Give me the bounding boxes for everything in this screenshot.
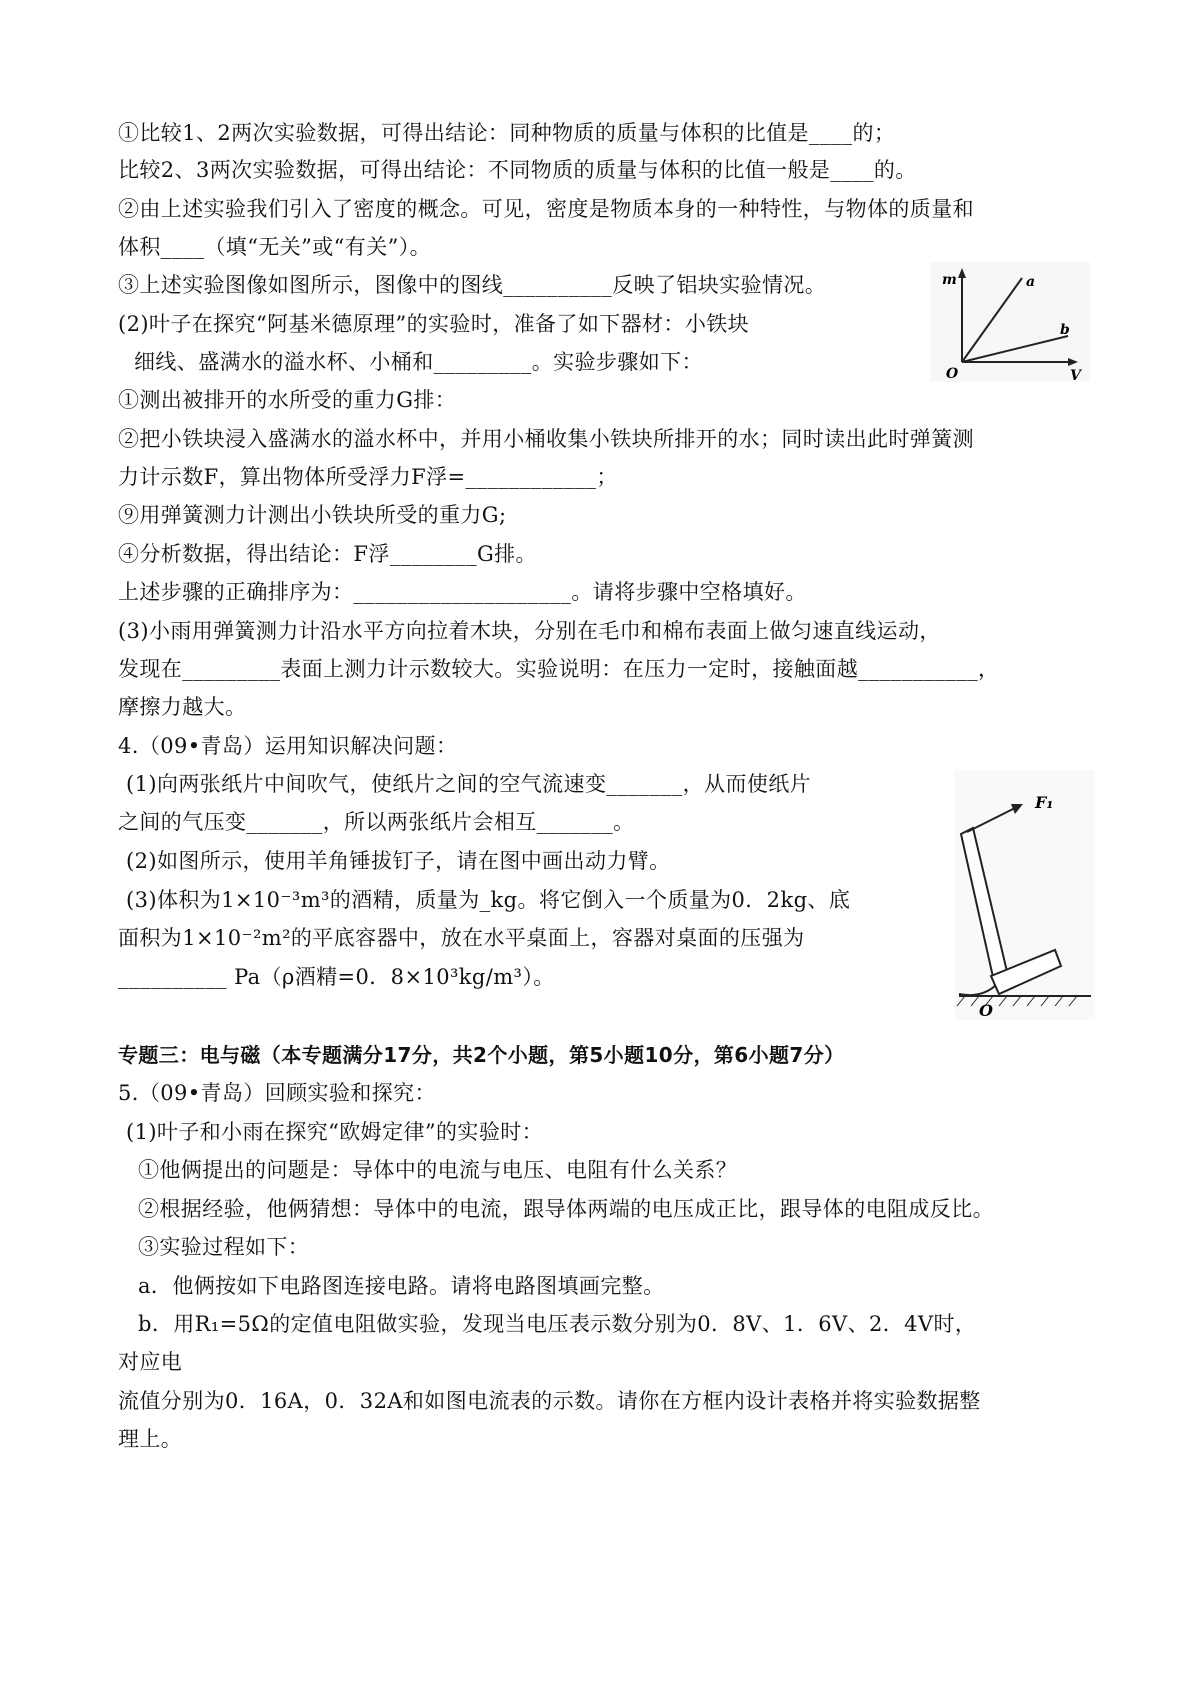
- text-line: 上述步骤的正确排序为：____________________。请将步骤中空格填好。: [118, 580, 807, 604]
- text-line: 比较2、3两次实验数据，可得出结论：不同物质的质量与体积的比值一般是____的。: [118, 158, 917, 182]
- text-line: (3)小雨用弹簧测力计沿水平方向拉着木块，分别在毛巾和棉布表面上做匀速直线运动，: [118, 619, 941, 643]
- text-line: ①测出被排开的水所受的重力G排：: [118, 388, 457, 412]
- text-line: (2)叶子在探究“阿基米德原理”的实验时，准备了如下器材：小铁块: [118, 312, 750, 336]
- text-line: 之间的气压变_______，所以两张纸片会相互_______。: [118, 810, 635, 834]
- text-line: ②根据经验，他俩猜想：导体中的电流，跟导体两端的电压成正比，跟导体的电阻成反比。: [138, 1197, 994, 1221]
- text-line: (3)体积为1×10⁻³m³的酒精，质量为_kg。将它倒入一个质量为0．2kg、底: [126, 888, 851, 912]
- text-line: 理上。: [118, 1427, 183, 1451]
- text-line: ⑨用弹簧测力计测出小铁块所受的重力G;: [118, 503, 507, 527]
- text-line: ③实验过程如下：: [138, 1235, 310, 1259]
- text-line: a．他俩按如下电路图连接电路。请将电路图填画完整。: [138, 1274, 665, 1298]
- text-line: ③上述实验图像如图所示，图像中的图线__________反映了铝块实验情况。: [118, 273, 827, 297]
- line-label-a: a: [1026, 274, 1036, 290]
- text-line: ②由上述实验我们引入了密度的概念。可见，密度是物质本身的一种特性，与物体的质量和: [118, 197, 974, 221]
- text-line: ①他俩提出的问题是：导体中的电流与电压、电阻有什么关系？: [138, 1158, 738, 1182]
- text-line: 4.（09•青岛）运用知识解决问题：: [118, 734, 458, 758]
- section-heading: 专题三：电与磁（本专题满分17分，共2个小题，第5小题10分，第6小题7分）: [118, 1043, 845, 1067]
- claw-hammer-figure: [955, 770, 1095, 1020]
- text-line: ④分析数据，得出结论：F浮________G排。: [118, 542, 537, 566]
- line-label-b: b: [1060, 322, 1070, 338]
- text-line: 摩擦力越大。: [118, 695, 247, 719]
- force-label: F₁: [1035, 793, 1054, 812]
- text-line: __________ Pa（ρ酒精=0．8×10³kg/m³）。: [118, 965, 555, 989]
- text-line: (1)叶子和小雨在探究“欧姆定律”的实验时：: [126, 1120, 544, 1144]
- axis-label-m: m: [942, 272, 957, 288]
- text-line: 体积____（填“无关”或“有关”）。: [118, 235, 432, 259]
- text-line: 发现在_________表面上测力计示数较大。实验说明：在压力一定时，接触面越___________，: [118, 657, 1000, 681]
- text-line: 对应电: [118, 1350, 183, 1374]
- text-line: 细线、盛满水的溢水杯、小桶和_________。实验步骤如下：: [134, 350, 703, 374]
- axis-label-v: V: [1070, 368, 1081, 382]
- text-line: (2)如图所示，使用羊角锤拔钉子，请在图中画出动力臂。: [126, 849, 671, 873]
- text-line: 流值分别为0．16A，0．32A和如图电流表的示数。请你在方框内设计表格并将实验数据整: [118, 1389, 981, 1413]
- text-line: b．用R₁=5Ω的定值电阻做实验，发现当电压表示数分别为0．8V、1．6V、2．4V时，: [138, 1312, 977, 1336]
- text-line: (1)向两张纸片中间吹气，使纸片之间的空气流速变_______，从而使纸片: [126, 772, 812, 796]
- text-line: ②把小铁块浸入盛满水的溢水杯中，并用小桶收集小铁块所排开的水；同时读出此时弹簧测: [118, 427, 974, 451]
- fulcrum-label: O: [979, 1001, 993, 1020]
- text-line: 5.（09•青岛）回顾实验和探究：: [118, 1081, 436, 1105]
- text-line: ①比较1、2两次实验数据，可得出结论：同种物质的质量与体积的比值是____的；: [118, 121, 896, 145]
- text-line: 力计示数F，算出物体所受浮力F浮=____________；: [118, 465, 618, 489]
- mass-volume-graph: [930, 262, 1090, 382]
- text-line: 面积为1×10⁻²m²的平底容器中，放在水平桌面上，容器对桌面的压强为: [118, 926, 805, 950]
- origin-label: O: [946, 366, 959, 382]
